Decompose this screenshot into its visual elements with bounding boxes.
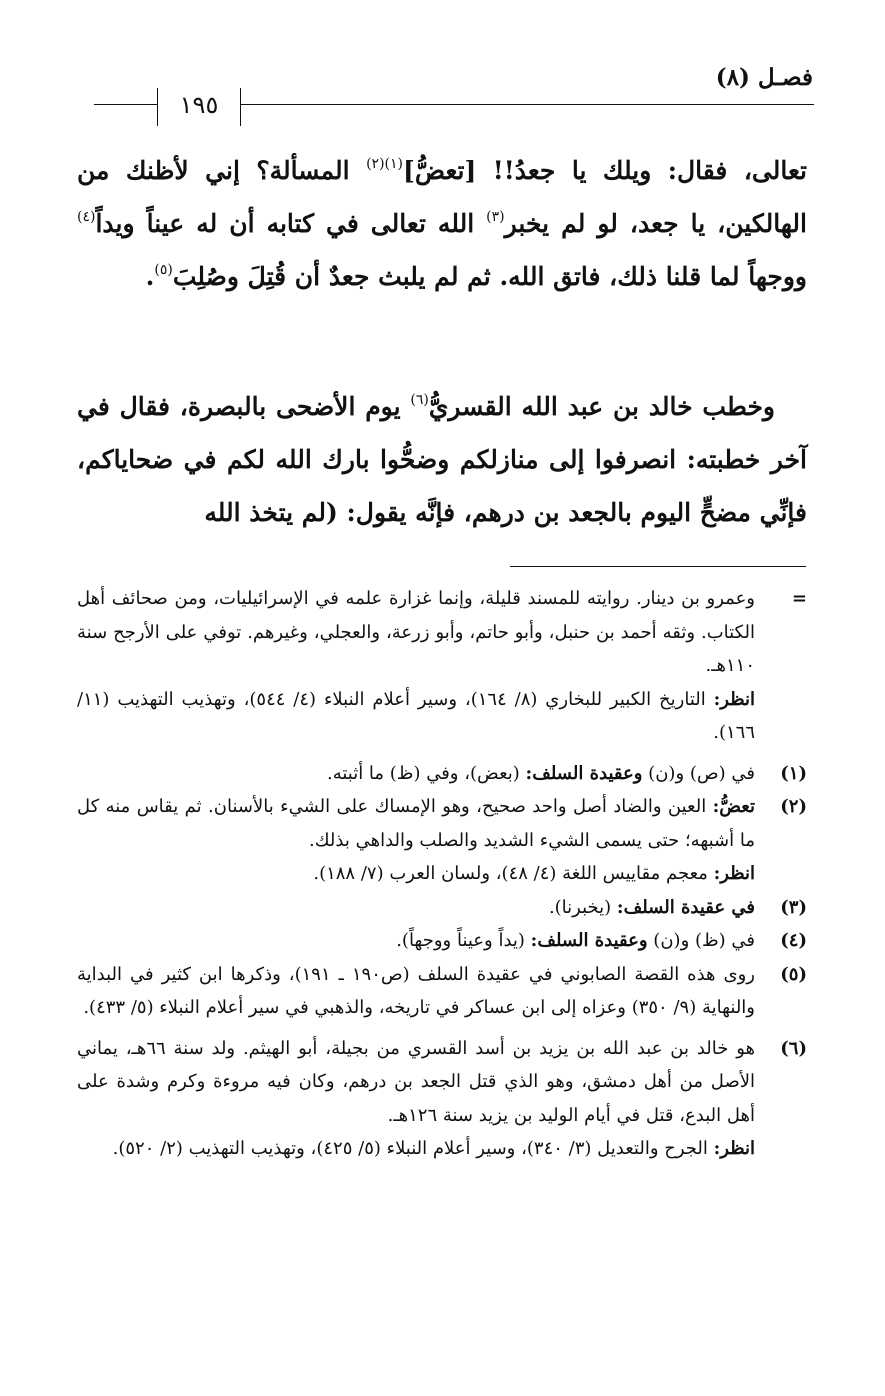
footnote-reference [77, 857, 755, 891]
body-text: . [145, 262, 155, 291]
body-text: تعالى، فقال: ويلك يا جعدُ!! [تعضُّ] [403, 156, 807, 185]
footnote-number: (١) [780, 762, 807, 784]
footnote-text: وعمرو بن دينار. روايته للمسند قليلة، وإنما غزارة علمه في الإسرائيليات، ومن صحائف أهل الكتاب. وثقه أحمد بن حنبل، وأبو حاتم، وأبو زرعة، والعجلي، وغيرهم. توفي على الأرجح سنة ١١٠هـ. [77, 588, 755, 676]
body-text: المسألة؟ إني لأظنك من الهالكين، يا جعد، لو لم يخبر [77, 156, 807, 238]
see-label: انظر: [713, 863, 755, 884]
footnote-text: (بعض)، وفي (ظ) ما أثبته. [326, 762, 526, 784]
footnotes [77, 582, 807, 1166]
footnote-body [77, 1032, 755, 1166]
footnote-text: هو خالد بن عبد الله بن يزيد بن أسد القسري من بجيلة، أبو الهيثم. ولد سنة ٦٦هـ، يماني الأصل من أهل دمشق، وهو الذي قتل الجعد بن درهم، وكان فيه مروءة وكرم وشدة على أهل البدع، قتل في أيام الوليد بن يزيد سنة ١٢٦هـ. [77, 1037, 755, 1126]
footnote-text: (يخبرنا). [548, 896, 617, 918]
footnote-ref: (٥) [154, 262, 173, 278]
footnote-3 [77, 891, 807, 925]
body-text: الله تعالى في كتابه أن له عيناً ويداً [95, 209, 487, 238]
footnote-body [77, 790, 755, 891]
footnote-definition [77, 790, 755, 857]
footnote-text: في (ص) و(ن) [642, 762, 755, 784]
footnote-body: روى هذه القصة الصابوني في عقيدة السلف (ص١٩٠ ـ ١٩١)، وذكرها ابن كثير في البداية والنهاية (٩/ ٣٥٠) وعزاه إلى ابن عساكر في تاريخه، والذهبي في سير أعلام النبلاء (٥/ ٤٣٣). [77, 963, 755, 1018]
footnote-body [77, 891, 755, 925]
see-label: انظر: [713, 688, 755, 710]
footnote-lead: وعقيدة السلف: [530, 930, 648, 951]
footnote-body [77, 757, 755, 791]
reference-text: الجرح والتعديل (٣/ ٣٤٠)، وسير أعلام النبلاء (٥/ ٤٢٥)، وتهذيب التهذيب (٢/ ٥٢٠). [112, 1138, 714, 1159]
footnote-body [77, 924, 755, 958]
footnote-ref: (١)(٢) [366, 156, 403, 172]
body-paragraph-2 [77, 380, 807, 539]
footnote-6 [77, 1032, 807, 1166]
page-number-right-tick [240, 88, 241, 126]
footnote-number: (٢) [780, 796, 807, 817]
footnote-lead: تعضُّ: [712, 796, 755, 817]
chapter-title: فصـل (٨) [715, 64, 813, 91]
footnote-text: في (ظ) و(ن) [647, 930, 755, 951]
footnote-body [77, 582, 755, 750]
footnote-number: (٣) [780, 896, 807, 918]
footnotes-separator [510, 566, 806, 567]
footnote-1 [77, 757, 807, 791]
reference-text: معجم مقاييس اللغة (٤/ ٤٨)، ولسان العرب (٧/ ١٨٨). [313, 863, 714, 884]
footnote-2 [77, 790, 807, 891]
footnote-number: (٥) [780, 963, 807, 985]
reference-text: التاريخ الكبير للبخاري (٨/ ١٦٤)، وسير أعلام النبلاء (٤/ ٥٤٤)، وتهذيب التهذيب (١١/ ١٦٦). [77, 688, 755, 743]
footnote-number: (٤) [780, 930, 807, 951]
body-text: يوم الأضحى بالبصرة، فقال في آخر خطبته: انصرفوا إلى منازلكم وضحُّوا بارك الله لكم في ضحاياكم، فإنِّي مضحٍّ اليوم بالجعد بن درهم، فإنَّه يقول: (لم يتخذ الله [77, 392, 807, 527]
see-label: انظر: [713, 1138, 755, 1159]
body-text: وخطب خالد بن عبد الله القسريُّ [428, 392, 775, 421]
footnote-ref: (٣) [486, 209, 505, 225]
continuation-marker: = [791, 588, 807, 609]
footnote-reference [77, 1132, 755, 1166]
body-paragraph-1 [77, 144, 807, 303]
footnote-lead: وعقيدة السلف: [525, 762, 643, 784]
footnote-continued [77, 582, 807, 750]
footnote-text: العين والضاد أصل واحد صحيح، وهو الإمساك على الشيء بالأسنان. ثم يقاس منه كل ما أشبهه؛ حتى يسمى الشيء الشديد والصلب والداهي بذلك. [77, 796, 755, 851]
footnote-ref: (٦) [410, 392, 429, 408]
footnote-reference [77, 683, 755, 750]
page-number: ١٩٥ [158, 90, 240, 122]
footnote-lead: في عقيدة السلف: [616, 896, 755, 918]
footnote-text: (يداً وعيناً ووجهاً). [396, 930, 531, 951]
footnote-ref: (٤) [77, 209, 96, 225]
footnote-4 [77, 924, 807, 958]
footnote-number: (٦) [780, 1037, 807, 1059]
footnote-5 [77, 958, 807, 1025]
body-text: ووجهاً لما قلنا ذلك، فاتق الله. ثم لم يلبث جعدٌ أن قُتِلَ وصُلِبَ [172, 262, 807, 291]
